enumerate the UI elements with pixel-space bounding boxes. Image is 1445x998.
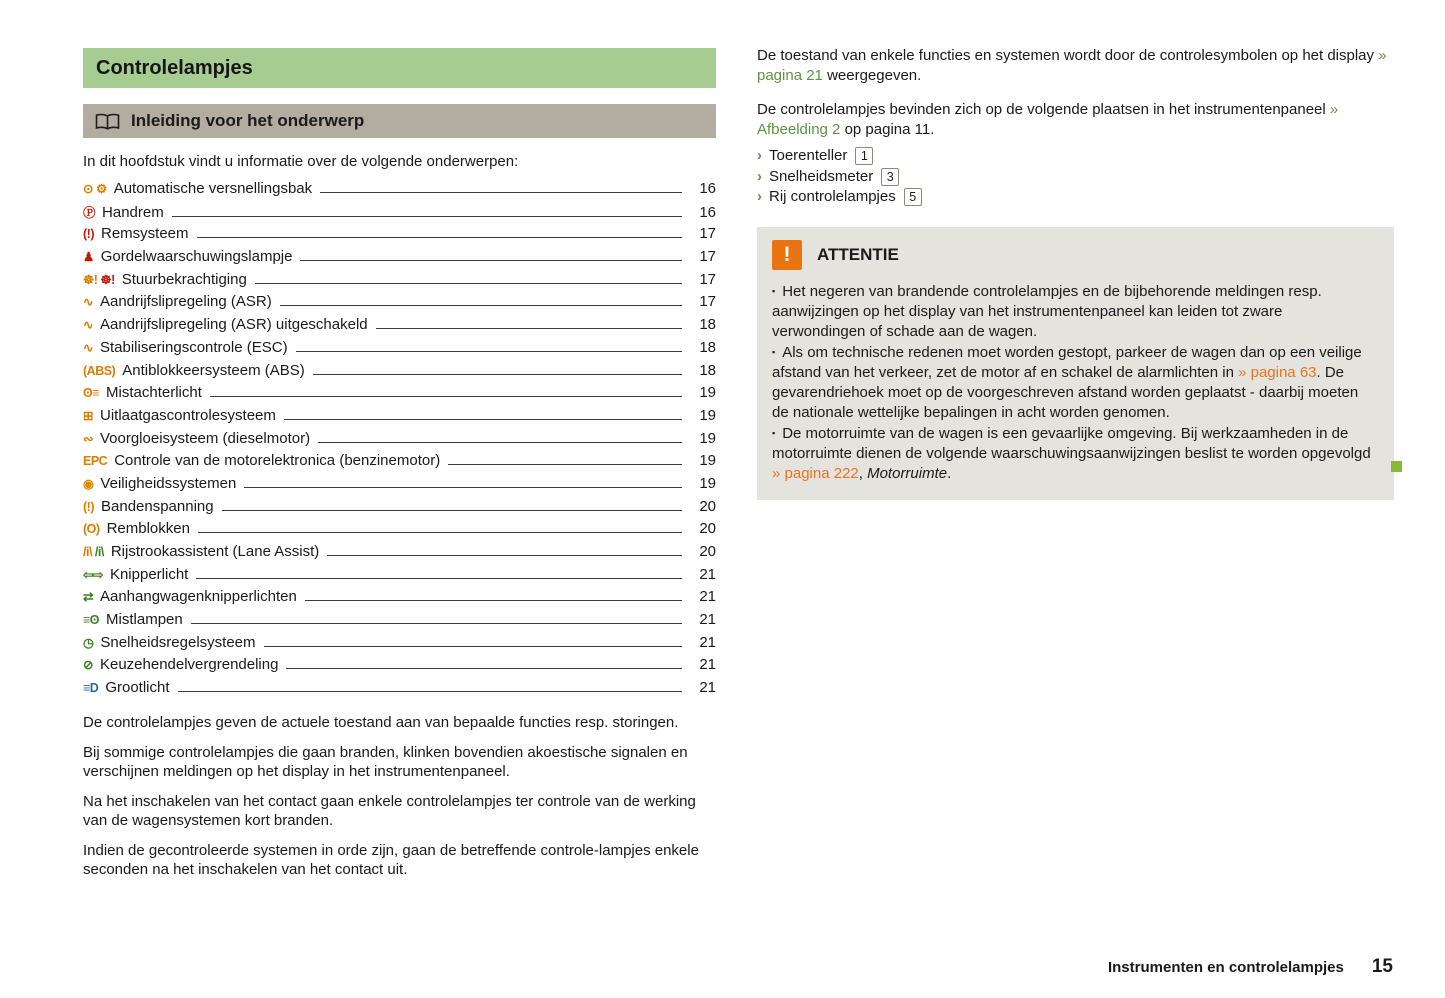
leader-line xyxy=(376,328,682,329)
toc-item[interactable] xyxy=(83,430,716,453)
toc-item[interactable] xyxy=(83,498,716,521)
toc-item-label: Aandrijfslipregeling (ASR) uitgeschakeld xyxy=(99,316,368,334)
leader-line xyxy=(210,396,682,397)
leader-line xyxy=(222,510,682,511)
attention-bullet xyxy=(772,281,1379,342)
chevron-bullet-icon: › xyxy=(757,147,762,164)
toc-item[interactable] xyxy=(83,384,716,407)
body-paragraph: De controlelampjes geven de actuele toestand aan van bepaalde functies resp. storingen. xyxy=(83,713,679,731)
cruise-control-icon: ◷ xyxy=(83,635,94,650)
page-footer xyxy=(1108,956,1393,978)
chapter-title-bar xyxy=(83,48,716,88)
toc-item-icons xyxy=(83,408,96,423)
warning-exclamation-icon: ! xyxy=(772,240,802,270)
epc-icon: EPC xyxy=(83,454,108,469)
toc-item-icons xyxy=(83,272,118,287)
toc-item-icons xyxy=(83,249,97,264)
toc-item[interactable] xyxy=(83,362,716,385)
toc-item[interactable] xyxy=(83,656,716,679)
toc-item-label: Antiblokkeersysteem (ABS) xyxy=(122,361,305,379)
cross-reference-link[interactable]: » pagina 63 xyxy=(1238,363,1317,381)
toc-item-icons xyxy=(83,181,110,196)
callout-number: 3 xyxy=(881,168,899,186)
toc-item-page: 18 xyxy=(699,361,716,379)
leader-line xyxy=(172,216,682,217)
leader-line xyxy=(244,487,682,488)
toc-item-page: 21 xyxy=(699,565,716,583)
tyre-pressure-icon: (!) xyxy=(83,499,94,514)
footer-section-title: Instrumenten en controlelampjes xyxy=(1107,959,1344,976)
toc-item-page: 18 xyxy=(699,316,716,334)
toc-item-icons xyxy=(83,203,98,221)
toc-item-icons xyxy=(83,567,106,582)
toc-item[interactable] xyxy=(83,588,716,611)
asr-icon: ∿ xyxy=(83,295,93,310)
toc-item[interactable] xyxy=(83,679,716,702)
selector-lever-lock-icon: ⊘ xyxy=(83,658,93,673)
toc-list xyxy=(83,180,716,702)
toc-item-label: Knipperlicht xyxy=(109,565,189,583)
attention-bullet xyxy=(772,342,1379,423)
leader-line xyxy=(286,668,682,669)
attention-box xyxy=(757,227,1394,500)
instrument-location-item xyxy=(757,187,1394,208)
body-paragraph: Indien de gecontroleerde systemen in orde zijn, gaan de betreffende controle-lampjes enkele seconden na het inschakelen van het contact uit. xyxy=(83,841,699,878)
locations-paragraph xyxy=(757,100,1394,140)
left-paragraphs xyxy=(83,713,716,879)
toc-item[interactable] xyxy=(83,634,716,657)
toc-item-icons xyxy=(83,476,96,491)
toc-item-page: 20 xyxy=(699,520,716,538)
abs-icon: (ABS) xyxy=(83,363,116,378)
toc-item[interactable] xyxy=(83,180,716,203)
toc-item-icons xyxy=(83,227,97,241)
instrument-location-item xyxy=(757,167,1394,188)
leader-line xyxy=(318,442,682,443)
section-title: Inleiding voor het onderwerp xyxy=(131,111,365,130)
toc-item-label: Grootlicht xyxy=(105,679,170,697)
callout-number: 1 xyxy=(855,147,873,165)
handbrake-icon: Ⓟ xyxy=(83,205,96,220)
square-bullet-icon: ▪ xyxy=(772,427,776,438)
toc-item-page: 19 xyxy=(699,429,716,447)
leader-line xyxy=(264,646,682,647)
toc-item[interactable] xyxy=(83,203,716,226)
leader-line xyxy=(313,374,682,375)
toc-item-page: 19 xyxy=(699,384,716,402)
text-segment: De toestand van enkele functies en systemen wordt door de controlesymbolen op het display xyxy=(757,47,1379,64)
text-segment: De controlelampjes bevinden zich op de volgende plaatsen in het instrumentenpaneel xyxy=(757,101,1330,118)
toc-item-label: Aandrijfslipregeling (ASR) xyxy=(99,293,272,311)
toc-item[interactable] xyxy=(83,452,716,475)
toc-item-page: 19 xyxy=(699,406,716,424)
toc-item-icons xyxy=(83,657,96,672)
toc-item-page: 19 xyxy=(699,452,716,470)
toc-item-page: 16 xyxy=(699,203,716,221)
attention-bullet xyxy=(772,423,1379,484)
chevron-bullet-icon: › xyxy=(757,167,762,185)
toc-item-icons xyxy=(83,340,96,355)
toc-item[interactable] xyxy=(83,316,716,339)
toc-item-page: 21 xyxy=(699,588,716,606)
brake-system-icon: (!) xyxy=(83,227,94,242)
toc-item-page: 21 xyxy=(699,656,716,674)
text-segment: weergegeven. xyxy=(822,67,922,84)
toc-item[interactable] xyxy=(83,293,716,316)
gearbox-icon: ⚙ xyxy=(95,182,107,196)
attention-title: ATTENTIE xyxy=(817,244,899,264)
toc-item-label: Aanhangwagenknipperlichten xyxy=(99,588,297,606)
toc-item-label: Veiligheidssystemen xyxy=(100,474,237,492)
location-label: Snelheidsmeter xyxy=(769,167,874,185)
attention-bullets xyxy=(772,281,1379,484)
toc-item-label: Gordelwaarschuwingslampje xyxy=(100,248,293,266)
toc-item[interactable] xyxy=(83,248,716,271)
toc-item-label: Mistachterlicht xyxy=(106,384,202,402)
text-segment: Het negeren van brandende controlelampjes en de bijbehorende meldingen resp. aanwijzingen op het display van het instrumentenpaneel kan leiden tot zware verwondingen of schade aan de wagen. xyxy=(772,282,1322,340)
text-segment: , xyxy=(858,464,868,482)
leader-line xyxy=(327,555,682,556)
brake-pads-icon: (O) xyxy=(83,522,100,537)
toc-item-label: Automatische versnellingsbak xyxy=(113,180,313,197)
seatbelt-warning-icon: ♟ xyxy=(83,250,94,265)
toc-item-page: 19 xyxy=(699,474,716,492)
toc-item-page: 21 xyxy=(699,633,716,651)
toc-item-label: Remblokken xyxy=(106,520,190,538)
toc-item-page: 17 xyxy=(699,248,716,266)
toc-item-label: Controle van de motorelektronica (benzinemotor) xyxy=(114,452,441,470)
glow-plug-icon: ∾ xyxy=(83,431,93,446)
toc-item-icons xyxy=(83,522,103,536)
toc-item-icons xyxy=(83,364,118,378)
body-paragraph: Bij sommige controlelampjes die gaan branden, klinken bovendien akoestische signalen en verschijnen meldingen op het display in het instrumentenpaneel. xyxy=(83,743,688,780)
instrument-location-item xyxy=(757,146,1394,167)
left-column xyxy=(83,48,716,879)
lane-assist-icon: /i\ xyxy=(94,545,104,559)
section-title-bar xyxy=(83,104,716,138)
leader-line xyxy=(300,260,682,261)
square-bullet-icon: ▪ xyxy=(772,346,776,357)
toc-item-label: Mistlampen xyxy=(106,611,183,629)
leader-line xyxy=(320,192,682,193)
toc-item-page: 21 xyxy=(699,611,716,629)
power-steering-warning-icon: ☸! xyxy=(83,272,98,287)
toc-item-icons xyxy=(83,589,96,604)
toc-item-label: Keuzehendelvergrendeling xyxy=(99,656,279,674)
toc-item-label: Rijstrookassistent (Lane Assist) xyxy=(110,543,320,560)
chapter-title: Controlelampjes xyxy=(96,56,253,79)
cross-reference-link[interactable]: » pagina 21 xyxy=(757,47,1387,84)
toc-item[interactable] xyxy=(83,475,716,498)
leader-line xyxy=(178,691,682,692)
toc-item[interactable] xyxy=(83,271,716,294)
toc-item-icons xyxy=(83,635,96,650)
chevron-bullet-icon: › xyxy=(757,188,762,205)
toc-item[interactable] xyxy=(83,611,716,634)
toc-item-label: Remsysteem xyxy=(101,225,189,243)
toc-item[interactable] xyxy=(83,407,716,430)
square-bullet-icon: ▪ xyxy=(772,285,776,296)
instrument-locations-list xyxy=(757,146,1394,208)
section-marker xyxy=(1391,461,1402,472)
toc-item-icons xyxy=(83,431,96,446)
book-icon xyxy=(95,113,120,130)
callout-number: 5 xyxy=(904,188,922,206)
toc-item-page: 17 xyxy=(699,270,716,288)
toc-item-icons xyxy=(83,545,107,559)
toc-item-label: Snelheidsregelsysteem xyxy=(100,633,256,651)
toc-intro: In dit hoofdstuk vindt u informatie over de volgende onderwerpen: xyxy=(83,153,519,170)
location-label: Rij controlelampjes xyxy=(769,188,896,205)
toc-item-icons xyxy=(83,500,97,514)
toc-item-icons xyxy=(83,681,101,695)
text-segment: . xyxy=(947,464,952,482)
toc-item-page: 16 xyxy=(699,180,716,197)
text-segment: Als om technische redenen moet worden gestopt, parkeer de wagen dan op een veilige afstand van het verkeer, zet de motor af en schakel de alarmlichten in xyxy=(772,343,1362,381)
toc-item-page: 18 xyxy=(699,338,716,356)
text-segment: De motorruimte van de wagen is een gevaarlijke omgeving. Bij werkzaamheden in de motorruimte dienen de volgende waarschuwingsaanwijzingen beslist te worden opgevolgd xyxy=(772,424,1371,462)
toc-item-icons xyxy=(83,454,110,468)
front-fog-light-icon: ≡ʘ xyxy=(83,613,100,628)
toc-item-label: Voorgloeisysteem (dieselmotor) xyxy=(99,429,311,447)
display-symbols-paragraph xyxy=(757,46,1394,86)
toc-item[interactable] xyxy=(83,543,716,566)
trailer-turn-signal-icon: ⇄ xyxy=(83,590,93,605)
airbag-icon: ◉ xyxy=(83,476,94,491)
body-paragraph: Na het inschakelen van het contact gaan enkele controlelampjes ter controle van de werking van de wagensystemen kort branden. xyxy=(83,792,696,829)
toc-item[interactable] xyxy=(83,225,716,248)
leader-line xyxy=(296,351,682,352)
leader-line xyxy=(255,283,682,284)
leader-line xyxy=(196,578,682,579)
right-column xyxy=(757,46,1394,500)
cross-reference-link[interactable]: » Afbeelding 2 xyxy=(757,101,1339,138)
exhaust-control-icon: ⊞ xyxy=(83,408,93,423)
toc-item-page: 21 xyxy=(699,679,716,697)
text-segment: op pagina 11. xyxy=(840,121,935,138)
toc-item-label: Handrem xyxy=(102,203,164,221)
rear-fog-light-icon: ʘ≡ xyxy=(83,386,100,401)
toc-item-icons xyxy=(83,294,96,309)
toc-item-label: Bandenspanning xyxy=(101,497,214,515)
gearbox-warning-icon: ⊙ xyxy=(83,182,93,196)
esc-icon: ∿ xyxy=(83,340,93,355)
toc-item-page: 20 xyxy=(699,497,716,515)
toc-item-label: Stuurbekrachtiging xyxy=(121,270,247,288)
leader-line xyxy=(284,419,682,420)
text-segment: . De gevarendriehoek moet op de voorgeschreven afstand worden geplaatst - daarbij moeten de nationale wettelijke bepalingen in acht worden genomen. xyxy=(772,363,1359,421)
toc-item-page: 20 xyxy=(699,543,716,560)
asr-off-icon: ∿ xyxy=(83,318,93,333)
cross-reference-link[interactable]: » pagina 222 xyxy=(772,464,859,482)
lane-assist-warning-icon: /i\ xyxy=(83,545,92,559)
leader-line xyxy=(280,305,682,306)
leader-line xyxy=(305,600,682,601)
location-label: Toerenteller xyxy=(769,147,848,164)
toc-item-label: Stabiliseringscontrole (ESC) xyxy=(99,338,288,356)
leader-line xyxy=(191,623,682,624)
toc-item-label: Uitlaatgascontrolesysteem xyxy=(99,406,276,424)
toc-item-icons xyxy=(83,386,102,400)
leader-line xyxy=(448,464,682,465)
turn-signal-icon: ⇦⇨ xyxy=(83,567,103,582)
toc-item[interactable] xyxy=(83,339,716,362)
toc-item[interactable] xyxy=(83,520,716,543)
text-segment: Motorruimte xyxy=(867,464,948,482)
toc-item-icons xyxy=(83,317,96,332)
leader-line xyxy=(197,237,682,238)
toc-item-page: 17 xyxy=(699,225,716,243)
toc-item[interactable] xyxy=(83,566,716,589)
power-steering-fault-icon: ☸! xyxy=(100,272,115,287)
high-beam-icon: ≡D xyxy=(83,681,99,696)
toc-item-page: 17 xyxy=(699,293,716,311)
attention-header xyxy=(772,240,1379,270)
footer-page-number: 15 xyxy=(1371,956,1393,977)
leader-line xyxy=(198,532,682,533)
toc-item-icons xyxy=(83,613,102,627)
